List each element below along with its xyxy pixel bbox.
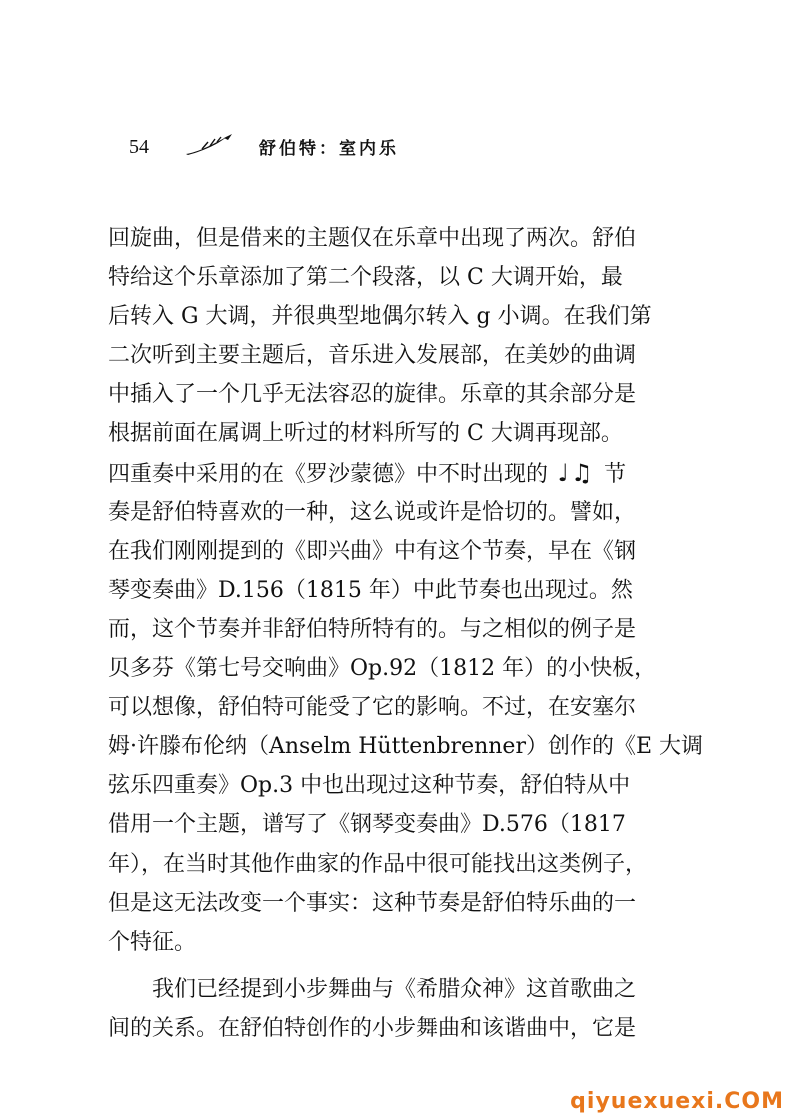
text-line: 年），在当时其他作曲家的作品中很可能找出这类例子，	[108, 851, 648, 877]
page-header	[129, 132, 649, 162]
running-head: 舒伯特：室内乐	[259, 139, 399, 159]
text-line: 我们已经提到小步舞曲与《希腊众神》这首歌曲之	[152, 976, 637, 1002]
text-segment: 节	[604, 461, 627, 487]
text-line: 贝多芬《第七号交响曲》Op.92（1812 年）的小快板，	[108, 656, 657, 682]
text-line: 二次听到主要主题后，音乐进入发展部，在美妙的曲调	[108, 343, 637, 369]
text-line: 中插入了一个几乎无法容忍的旋律。乐章的其余部分是	[108, 382, 637, 408]
text-line: 借用一个主题，谱写了《钢琴变奏曲》D.576（1817	[108, 812, 626, 838]
text-line: 根据前面在属调上听过的材料所写的 C 大调再现部。	[108, 421, 623, 447]
text-line: 后转入 G 大调，并很典型地偶尔转入 g 小调。在我们第	[108, 304, 652, 330]
text-segment: 四重奏中采用的在《罗沙蒙德》中不时出现的	[108, 461, 549, 487]
text-line: 回旋曲，但是借来的主题仅在乐章中出现了两次。舒伯	[108, 226, 637, 251]
text-line: 可以想像，舒伯特可能受了它的影响。不过，在安塞尔	[108, 695, 637, 721]
text-line: 在我们刚刚提到的《即兴曲》中有这个节奏，早在《钢	[108, 538, 637, 564]
text-line: 姆·许滕布伦纳（Anselm Hüttenbrenner）创作的《E 大调	[108, 734, 704, 760]
paragraph-2	[108, 970, 670, 1048]
body-text	[108, 219, 704, 1048]
text-line	[108, 454, 670, 493]
text-line: 特给这个乐章添加了第二个段落，以 C 大调开始，最	[108, 265, 623, 291]
text-line: 个特征。	[108, 929, 197, 955]
text-line: 琴变奏曲》D.156（1815 年）中此节奏也出现过。然	[108, 577, 633, 603]
quill-flourish-icon	[184, 132, 234, 158]
rhythm-notes-icon: ♩♫	[548, 458, 605, 487]
text-line: 间的关系。在舒伯特创作的小步舞曲和该谐曲中，它是	[108, 1015, 637, 1041]
text-line: 而，这个节奏并非舒伯特所特有的。与之相似的例子是	[108, 616, 637, 642]
watermark: qiyuexuexi.COM	[570, 1089, 784, 1114]
text-line: 弦乐四重奏》Op.3 中也出现过这种节奏，舒伯特从中	[108, 773, 631, 799]
text-line: 但是这无法改变一个事实：这种节奏是舒伯特乐曲的一	[108, 890, 637, 916]
text-line: 奏是舒伯特喜欢的一种，这么说或许是恰切的。譬如，	[108, 499, 637, 525]
page-number: 54	[129, 136, 149, 158]
paragraph-1	[108, 219, 704, 962]
